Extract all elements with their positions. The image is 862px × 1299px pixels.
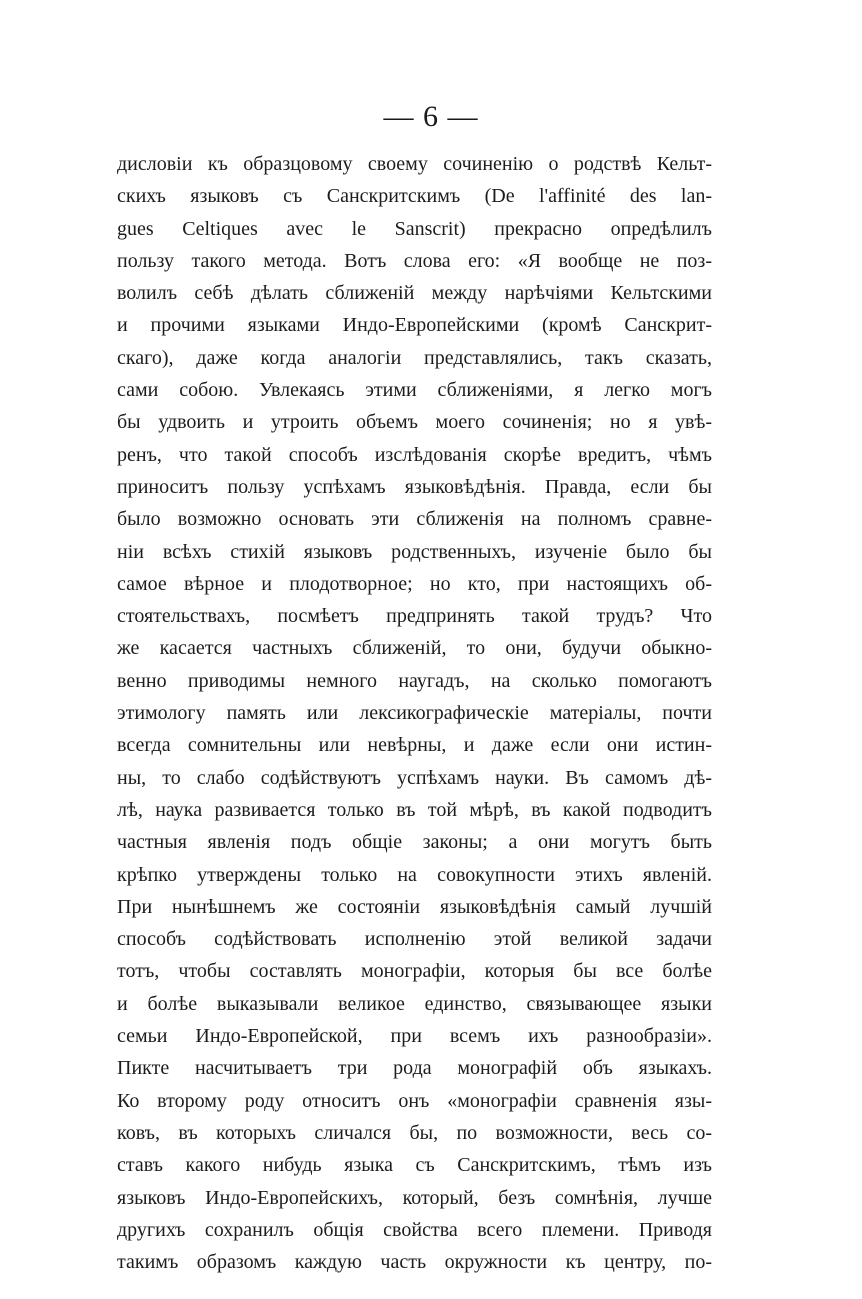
text-line: такимъ образомъ каждую часть окружности къ центру, по- (117, 1251, 712, 1274)
text-line: и прочими языками Индо-Европейскими (кромѣ Санскрит- (117, 314, 712, 337)
text-line: волилъ себѣ дѣлать сближеній между нарѣчіями Кельтскими (117, 282, 712, 305)
text-line: ковъ, въ которыхъ сличался бы, по возможности, весь со- (117, 1121, 712, 1144)
text-line: стоятельствахъ, посмѣетъ предпринять такой трудъ? Что (117, 605, 712, 628)
text-line: скихъ языковъ съ Санскритскимъ (De l'affinité des lan- (117, 185, 712, 208)
text-line: было возможно основать эти сближенія на полномъ сравне- (117, 508, 712, 531)
text-line: сами собою. Увлекаясь этими сближеніями, я легко могъ (117, 379, 712, 402)
text-line: gues Celtiques avec le Sanscrit) прекрасно опредѣлилъ (117, 217, 712, 240)
text-line: другихъ сохранилъ общія свойства всего племени. Приводя (117, 1218, 712, 1241)
text-line: Ко второму роду относитъ онъ «монографіи сравненія язы- (117, 1089, 712, 1112)
page-number: — 6 — (383, 100, 479, 133)
text-line: и болѣе выказывали великое единство, связывающее языки (117, 992, 712, 1015)
text-line: частныя явленія подъ общіе законы; а они могутъ быть (117, 831, 712, 854)
text-line: самое вѣрное и плодотворное; но кто, при настоящихъ об- (117, 572, 712, 595)
text-line: пользу такого метода. Вотъ слова его: «Я вообще не поз- (117, 249, 712, 272)
text-line: ніи всѣхъ стихій языковъ родственныхъ, изученіе было бы (117, 540, 712, 563)
text-line: дисловіи къ образцовому своему сочиненію о родствѣ Кельт- (117, 153, 712, 175)
text-line: же касается частныхъ сближеній, то они, будучи обыкно- (117, 637, 712, 660)
text-line: ны, то слабо содѣйствуютъ успѣхамъ науки. Въ самомъ дѣ- (117, 766, 712, 789)
text-line: этимологу память или лексикографическіе матеріалы, почти (117, 702, 712, 725)
text-line: тотъ, чтобы составлять монографіи, которыя бы все болѣе (117, 960, 712, 983)
text-line: ставъ какого нибудь языка съ Санскритскимъ, тѣмъ изъ (117, 1154, 712, 1177)
text-line: крѣпко утверждены только на совокупности этихъ явленій. (117, 863, 712, 886)
text-line: лѣ, наука развивается только въ той мѣрѣ, въ какой подводитъ (117, 798, 712, 821)
text-line: семьи Индо-Европейской, при всемъ ихъ разнообразіи». (117, 1025, 712, 1048)
text-line: приноситъ пользу успѣхамъ языковѣдѣнія. Правда, если бы (117, 475, 712, 498)
text-line: способъ содѣйствовать исполненію этой великой задачи (117, 928, 712, 951)
text-line: бы удвоить и утроить объемъ моего сочиненія; но я увѣ- (117, 411, 712, 434)
text-line: При нынѣшнемъ же состояніи языковѣдѣнія самый лучшій (117, 895, 712, 918)
text-line: языковъ Индо-Европейскихъ, который, безъ сомнѣнія, лучше (117, 1186, 712, 1209)
text-line: скаго), даже когда аналогіи представлялись, такъ сказать, (117, 346, 712, 369)
body-text (117, 148, 712, 1278)
text-line: венно приводимы немного наугадъ, на сколько помогаютъ (117, 669, 712, 692)
text-line: всегда сомнительны или невѣрны, и даже если они истин- (117, 734, 712, 757)
text-line: Пикте насчитываетъ три рода монографій объ языкахъ. (117, 1057, 712, 1080)
text-line: ренъ, что такой способъ изслѣдованія скорѣе вредитъ, чѣмъ (117, 443, 712, 466)
